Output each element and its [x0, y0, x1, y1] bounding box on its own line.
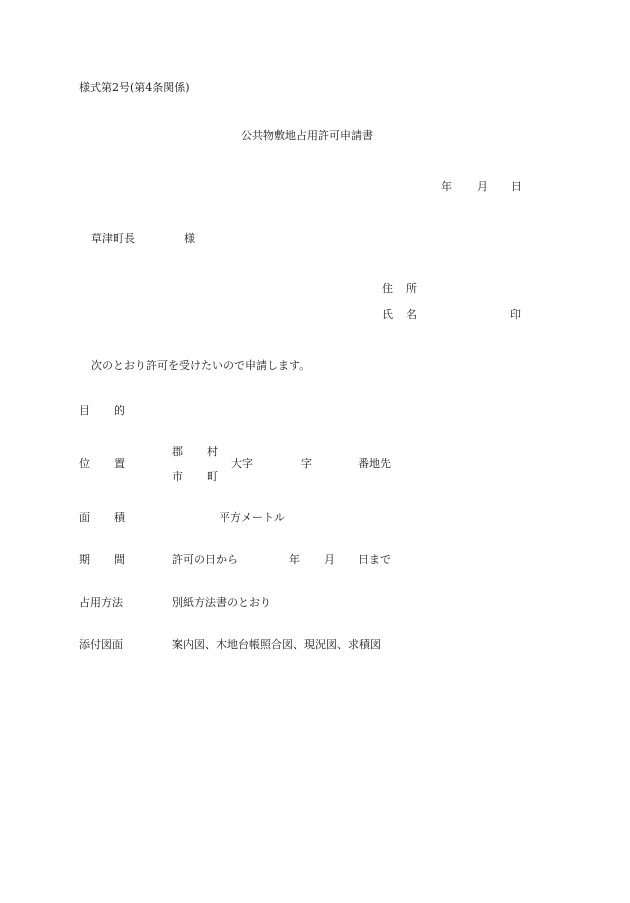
location-banchi: 番地先 [358, 457, 391, 470]
location-shi: 市 [172, 470, 183, 483]
period-label-1: 期 [79, 553, 90, 566]
addressee-name: 草津町長 [91, 232, 135, 245]
location-mura: 村 [207, 445, 218, 458]
period-year: 年 [289, 553, 300, 566]
location-machi: 町 [207, 470, 218, 483]
applicant-name-label-2: 名 [406, 308, 417, 321]
period-from: 許可の日から [172, 553, 238, 566]
period-until: 日まで [358, 553, 391, 566]
location-oaza: 大字 [231, 457, 253, 470]
attachments-label: 添付図面 [79, 638, 123, 651]
intro-statement: 次のとおり許可を受けたいので申請します。 [91, 359, 311, 372]
addressee-honorific: 様 [184, 232, 195, 245]
area-label-2: 積 [114, 511, 125, 524]
location-label-2: 置 [114, 457, 125, 470]
period-label-2: 間 [114, 553, 125, 566]
applicant-address-label-1: 住 [382, 282, 393, 295]
location-gun: 郡 [172, 445, 183, 458]
applicant-name-label-1: 氏 [382, 308, 393, 321]
date-day-label: 日 [511, 180, 522, 193]
location-aza: 字 [301, 457, 312, 470]
location-label-1: 位 [79, 457, 90, 470]
area-unit: 平方メートル [219, 511, 285, 524]
form-title: 公共物敷地占用許可申請書 [241, 129, 373, 142]
attachments-value: 案内図、木地台帳照合図、現況図、求積図 [172, 638, 381, 651]
form-number: 様式第2号(第4条関係) [79, 81, 190, 94]
purpose-label-1: 目 [79, 404, 90, 417]
method-value: 別紙方法書のとおり [172, 596, 271, 609]
date-month-label: 月 [477, 180, 488, 193]
applicant-address-label-2: 所 [406, 282, 417, 295]
purpose-label-2: 的 [114, 404, 125, 417]
area-label-1: 面 [79, 511, 90, 524]
method-label: 占用方法 [79, 596, 123, 609]
seal-mark: 印 [510, 308, 521, 321]
date-year-label: 年 [441, 180, 452, 193]
period-month: 月 [324, 553, 335, 566]
